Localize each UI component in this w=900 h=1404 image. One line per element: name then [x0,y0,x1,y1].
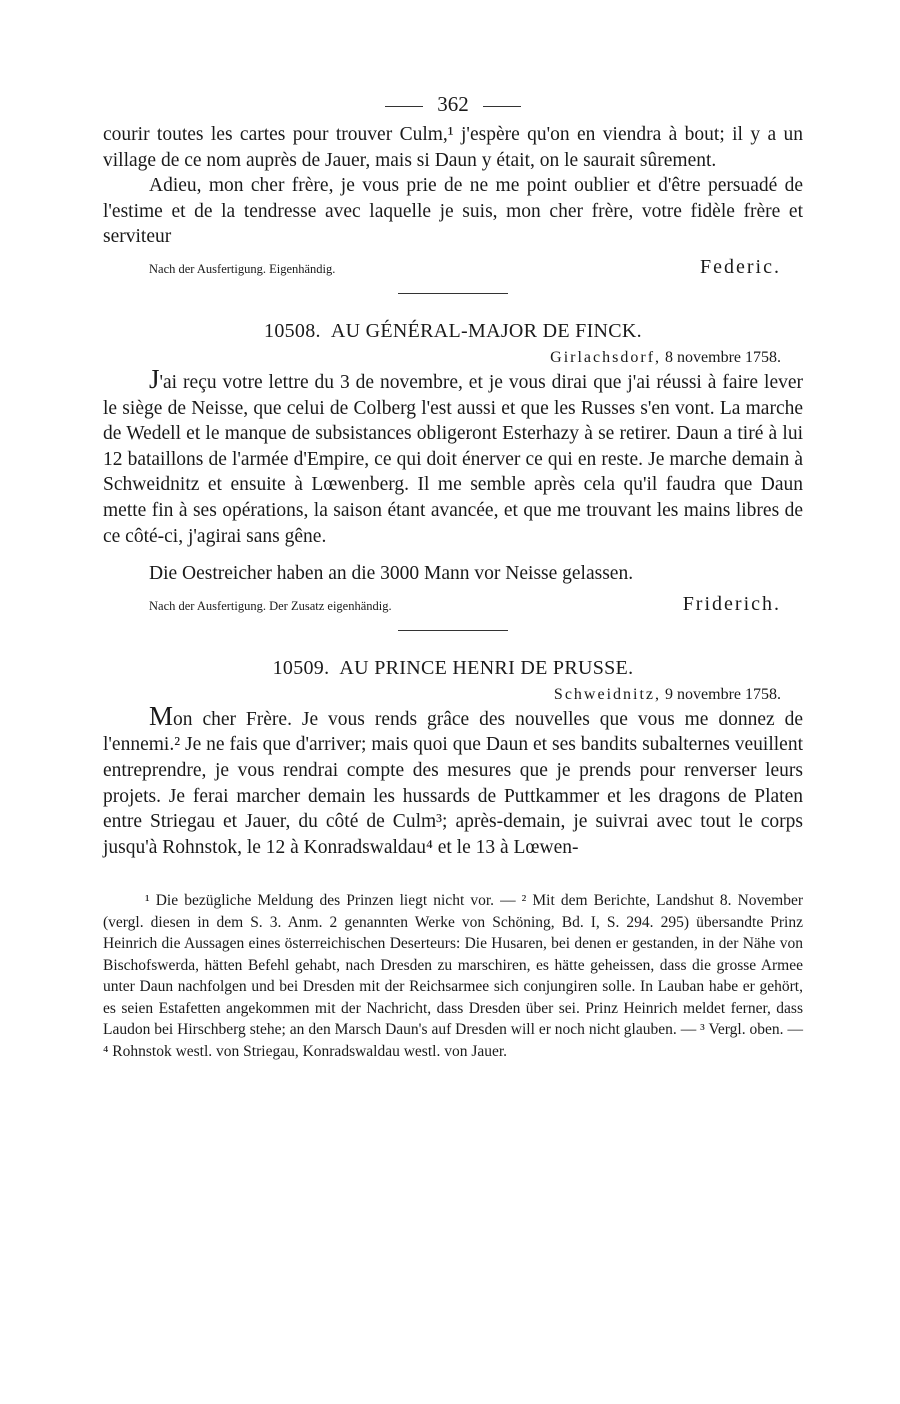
page-number: 362 [437,92,469,116]
section-divider [398,630,508,631]
page-number-line [103,86,803,122]
section-divider [398,293,508,294]
letter-body [103,363,803,549]
letter-heading [103,320,803,343]
letter-date: 9 novembre 1758. [665,685,781,703]
page-number-dash-right [483,106,521,107]
signature: Friderich. [682,592,781,615]
letter-dateline [103,349,803,367]
letter-initial: J [149,363,160,394]
footnotes-text: ¹ Die bezügliche Meldung des Prinzen liegt nicht vor. — ² Mit dem Berichte, Landshut 8. November (vergl. diesen in dem S. 3. Anm. 2 genannten Werke von Schöning, Bd. I, S. 294. 295) übersandte Prinz Heinrich die Aussagen eines österreichischen Deserteurs: Die Husaren, bei denen er gestanden, in der Nähe von Bischofswerda, hätten Befehl gehabt, nach Dresden zu marschiren, es hätte geheissen, dass die grosse Armee unter Daun nachfolgen und bei Dresden mit der Reichsarmee sich conjungiren solle. In Lauban habe er gehört, es seien Estafetten angekommen mit der Nachricht, dass Dresden über sei. Prinz Heinrich meldet ferner, dass Laudon bei Hirschberg stehe; an den Marsch Daun's auf Dresden will er noch nicht glauben. — ³ Vergl. oben. — ⁴ Rohnstok westl. von Striegau, Konradswaldau westl. von Jauer. [103,892,803,1060]
footnotes [103,890,803,1062]
letter-body [103,700,803,861]
letter-body-text: 'ai reçu votre lettre du 3 de novembre, et je vous dirai que j'ai réussi à faire lever le siège de Neisse, que celui de Colberg l'est aussi et que les Russes s'en vont. La marche de Wedell et le manque de subsistances obligeront Esterhazy à se retirer. Daun a tiré à lui 12 bataillons de l'armée d'Empire, ce qui doit énerver ce qui en reste. Je marche demain à Schweidnitz et ensuite à Lœwenberg. Il me semble après cela qu'il faudra que Daun mette fin à ses opérations, la saison étant avancée, et que me trouvant les mains libres de ce côté-ci, j'agirai sans gêne. [103,371,803,547]
source-note: Nach der Ausfertigung. Der Zusatz eigenhändig. [149,598,392,613]
letter-addressee: AU GÉNÉRAL-MAJOR DE FINCK. [330,319,642,342]
letter-heading [103,657,803,680]
letter-place: Girlachsdorf, [550,348,662,366]
signature-row [103,593,803,616]
source-note: Nach der Ausfertigung. Eigenhändig. [149,261,336,276]
letter-number: 10508. [264,319,321,342]
book-page [103,86,803,1062]
page-number-dash-left [385,106,423,107]
letter-body-text: on cher Frère. Je vous rends grâce des nouvelles que vous me donnez de l'ennemi.² Je ne fais que d'arriver; mais quoi que Daun et ses bandits subalternes veuillent entreprendre, je vous rendrai compte des mesures que je prends pour renverser leurs projets. Je ferai marcher demain les hussards de Puttkammer et les dragons de Platen entre Striegau et Jauer, du côté de Culm³; après-demain, je suivrai avec tout le corps jusqu'à Rohnstok, le 12 à Konradswaldau⁴ et le 13 à Lœwen- [103,708,803,858]
letter-postscript: Die Oestreicher haben an die 3000 Mann vor Neisse gelassen. [149,563,634,585]
signature: Federic. [700,255,781,278]
letter-addressee: AU PRINCE HENRI DE PRUSSE. [339,656,634,679]
letter-number: 10509. [272,656,330,679]
signature-row [103,256,803,279]
letter-initial: M [149,700,174,731]
letter-dateline [103,686,803,704]
letter-place: Schweidnitz, [553,685,662,703]
closing-paragraph: Adieu, mon cher frère, je vous prie de ne me point oublier et d'être persuadé de l'estime et de la tendresse avec laquelle je suis, mon cher frère, votre fidèle frère et serviteur [103,175,803,248]
continuation-paragraph: courir toutes les cartes pour trouver Culm,¹ j'espère qu'on en viendra à bout; il y a un village de ce nom auprès de Jauer, mais si Daun y était, on le saurait sûrement. [103,124,803,171]
letter-date: 8 novembre 1758. [665,348,781,366]
